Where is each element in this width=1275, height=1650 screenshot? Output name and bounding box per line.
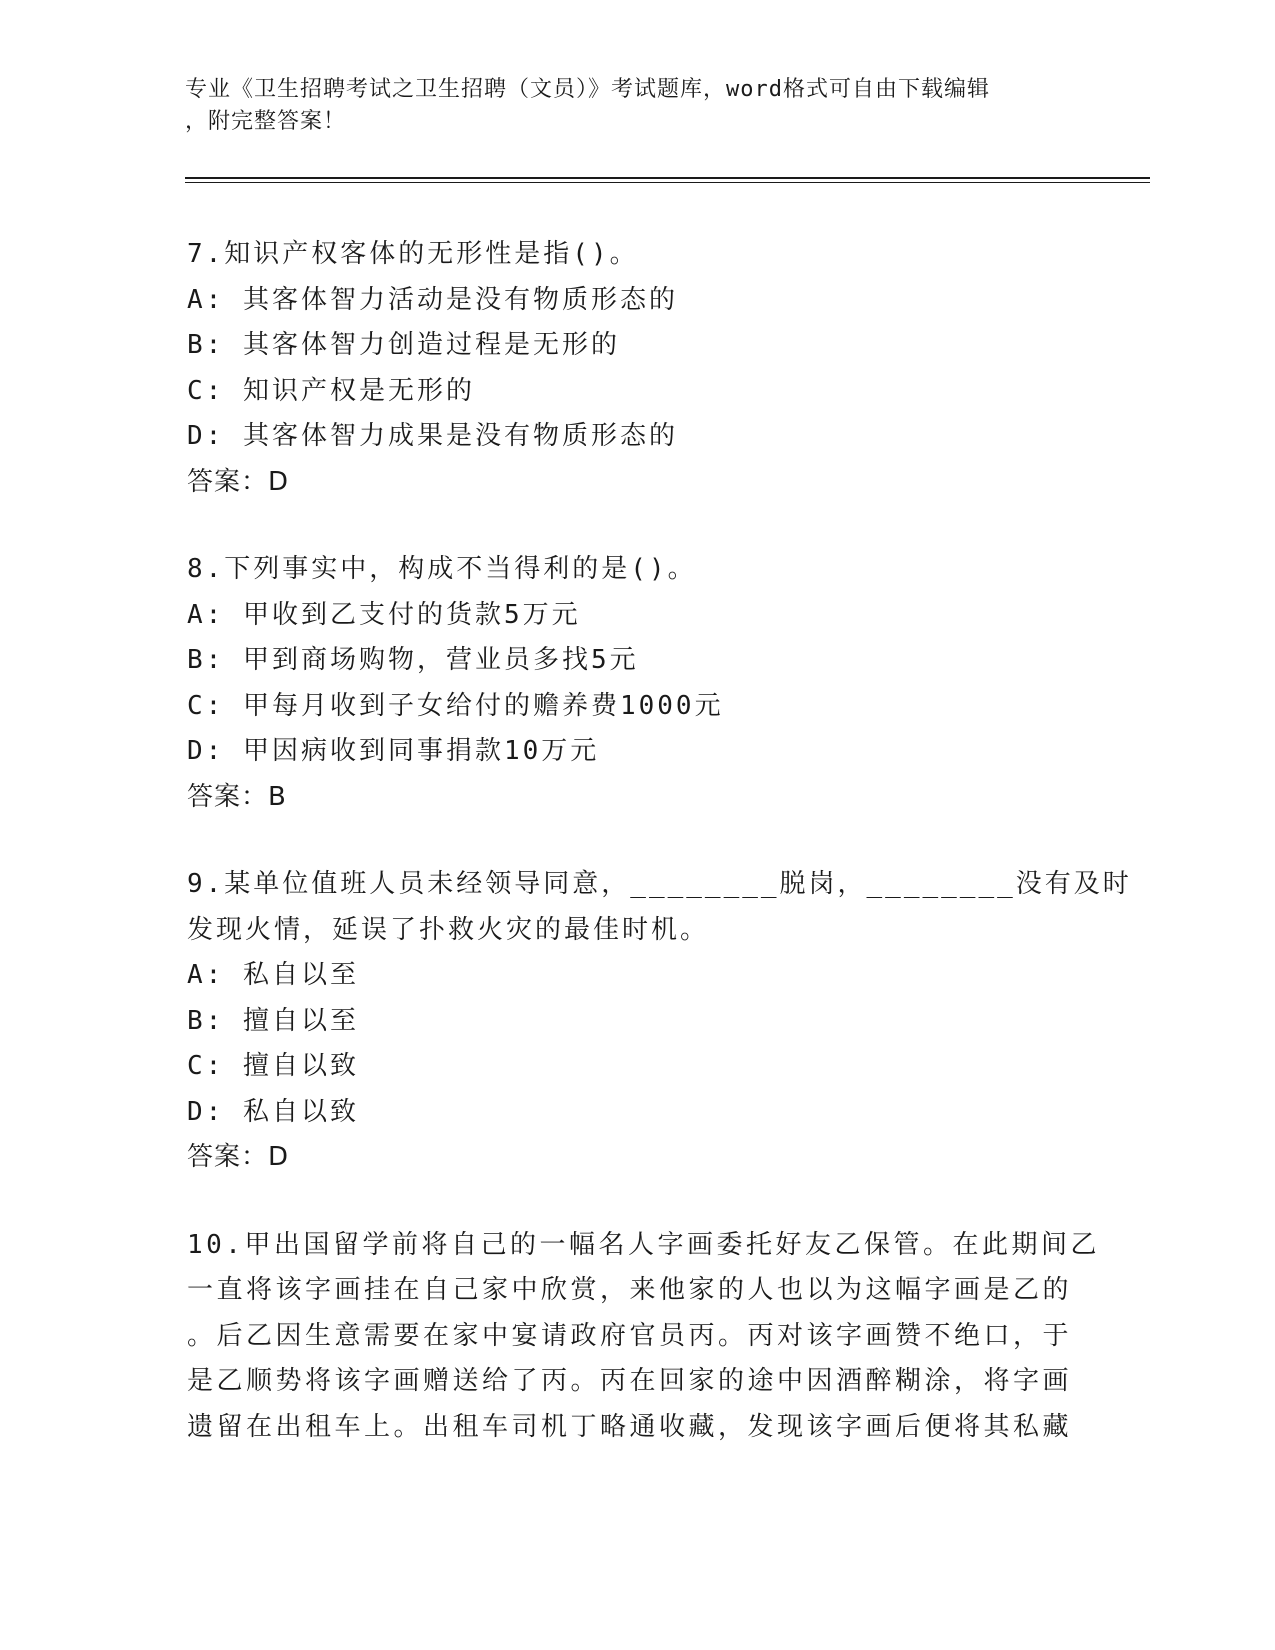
option-d: D: 私自以致	[187, 1096, 359, 1127]
question-stem-continued: 遗留在出租车上。出租车司机丁略通收藏，发现该字画后便将其私藏	[187, 1411, 1073, 1442]
option-b: B: 甲到商场购物，营业员多找5元	[187, 645, 639, 675]
option-a: A: 其客体智力活动是没有物质形态的	[187, 284, 678, 315]
question-9	[187, 862, 1132, 1181]
option-c: C: 甲每月收到子女给付的赡养费1000元	[187, 690, 724, 721]
question-stem: 7.知识产权客体的无形性是指()。	[187, 239, 639, 269]
question-stem-continued: 发现火情，延误了扑救火灾的最佳时机。	[187, 914, 710, 945]
question-8	[187, 547, 1087, 820]
option-d: D: 甲因病收到同事捐款10万元	[187, 736, 600, 766]
question-10	[187, 1223, 1100, 1451]
question-stem: 8.下列事实中，构成不当得利的是()。	[187, 554, 697, 584]
answer: 答案：B	[187, 781, 287, 812]
option-b: B: 擅自以至	[187, 1005, 359, 1036]
question-stem: 10.甲出国留学前将自己的一幅名人字画委托好友乙保管。在此期间乙	[187, 1229, 1100, 1260]
answer: 答案：D	[187, 1142, 290, 1172]
question-stem: 9.某单位值班人员未经领导同意，________脱岗，________没有及时	[187, 869, 1132, 899]
question-stem-continued: 。后乙因生意需要在家中宴请政府官员丙。丙对该字画赞不绝口，于	[187, 1320, 1073, 1351]
header-divider-thick	[185, 177, 1150, 179]
question-7	[187, 232, 1087, 505]
option-a: A: 私自以至	[187, 960, 359, 990]
question-list	[187, 232, 1132, 1492]
header-line-2: ，附完整答案！	[185, 109, 347, 134]
option-a: A: 甲收到乙支付的货款5万元	[187, 599, 581, 630]
question-stem-continued: 是乙顺势将该字画赠送给了丙。丙在回家的途中因酒醉糊涂，将字画	[187, 1366, 1073, 1396]
question-stem-continued: 一直将该字画挂在自己家中欣赏，来他家的人也以为这幅字画是乙的	[187, 1275, 1073, 1305]
header-divider-thin	[185, 182, 1150, 183]
option-d: D: 其客体智力成果是没有物质形态的	[187, 421, 678, 451]
option-c: C: 擅自以致	[187, 1051, 359, 1081]
document-header	[185, 74, 1085, 138]
option-b: B: 其客体智力创造过程是无形的	[187, 330, 620, 360]
option-c: C: 知识产权是无形的	[187, 375, 475, 406]
header-line-1: 专业《卫生招聘考试之卫生招聘（文员）》考试题库，word格式可自由下载编辑	[185, 77, 990, 102]
answer: 答案：D	[187, 466, 290, 497]
